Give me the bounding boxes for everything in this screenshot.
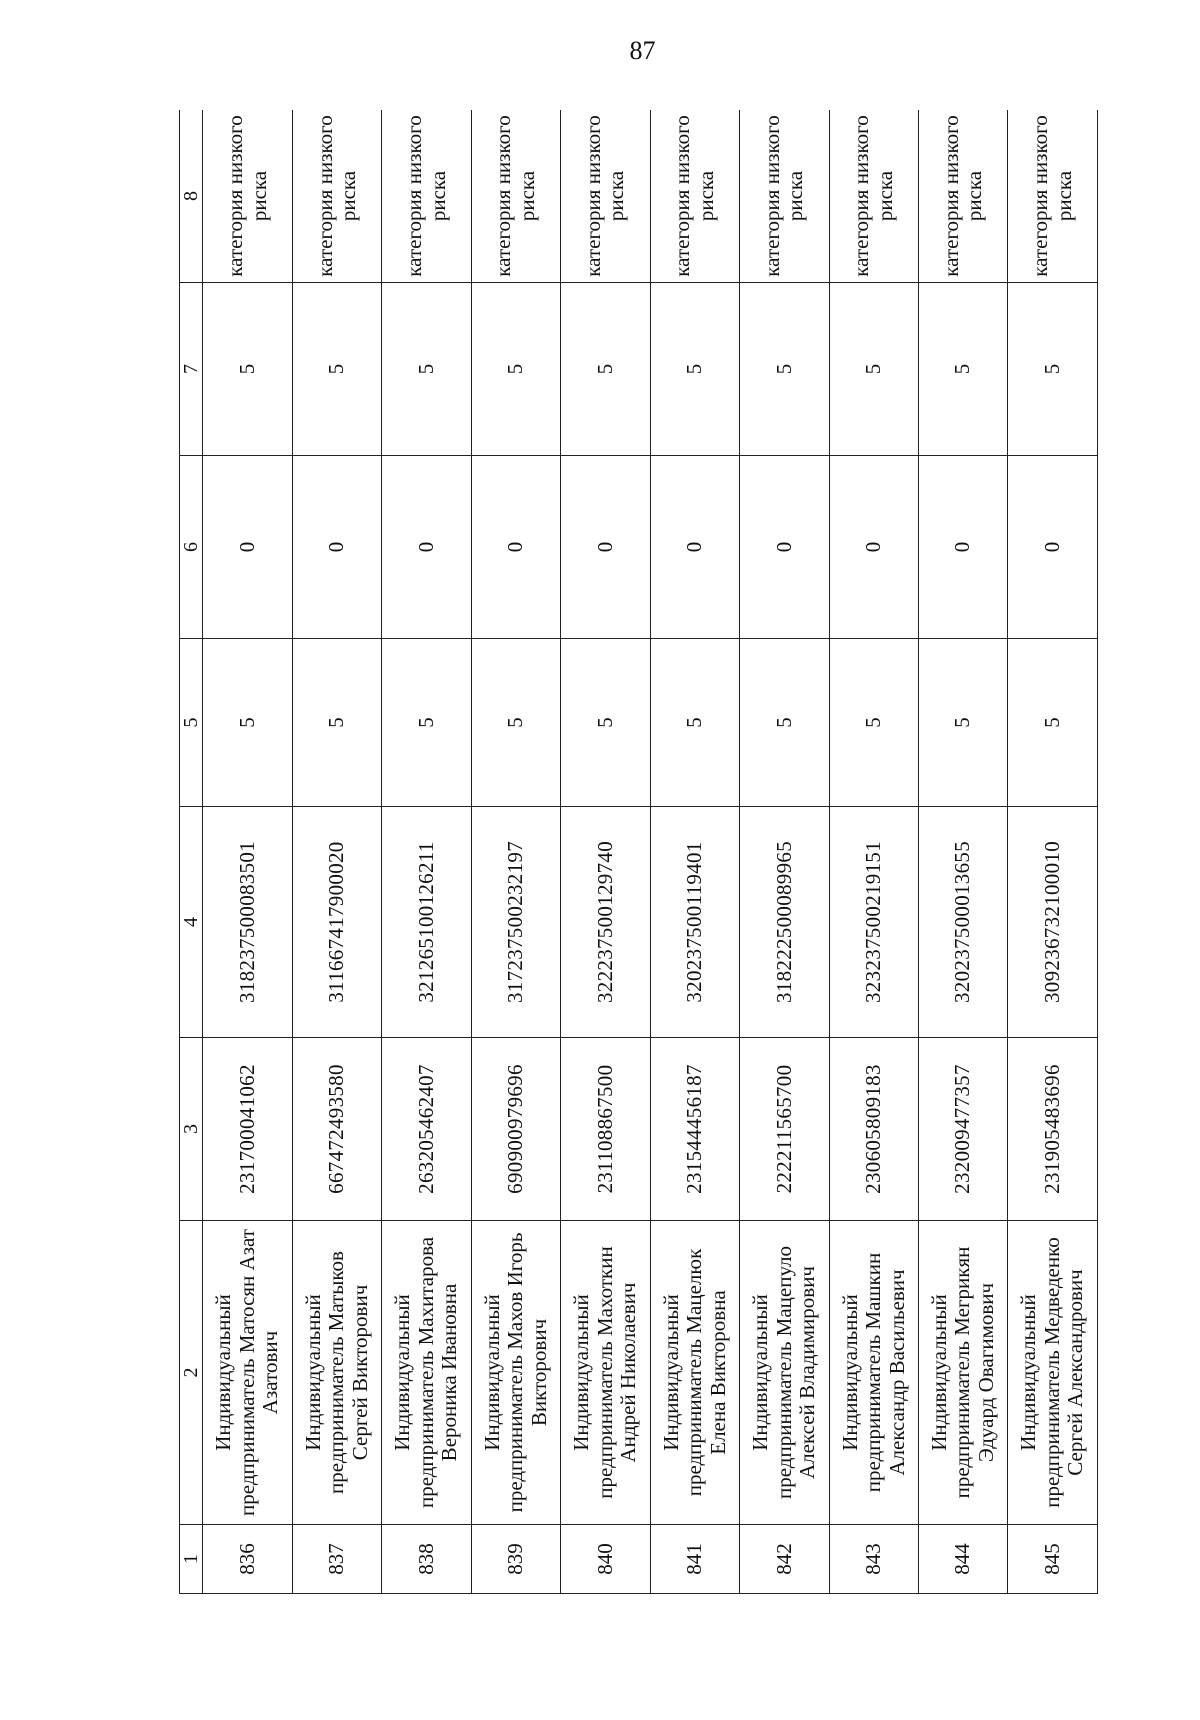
column-header: 4 xyxy=(180,807,203,1038)
column-7-value: 5 xyxy=(919,283,1008,456)
column-5-value: 5 xyxy=(740,639,829,807)
column-header: 8 xyxy=(180,110,203,283)
column-7-value: 5 xyxy=(1008,283,1098,456)
column-7-value: 5 xyxy=(561,283,650,456)
ogrn-cell: 320237500119401 xyxy=(650,807,739,1038)
column-5-value: 5 xyxy=(650,639,739,807)
column-5-value: 5 xyxy=(382,639,471,807)
column-6-value: 0 xyxy=(471,456,560,639)
rotated-table-frame xyxy=(179,110,1098,1594)
column-header: 1 xyxy=(180,1525,203,1594)
ogrn-cell: 318237500083501 xyxy=(203,807,292,1038)
row-number-cell: 840 xyxy=(561,1525,650,1594)
ogrn-cell: 322237500129740 xyxy=(561,807,650,1038)
column-header: 7 xyxy=(180,283,203,456)
column-6-value: 0 xyxy=(292,456,381,639)
row-number-cell: 842 xyxy=(740,1525,829,1594)
column-6-value: 0 xyxy=(650,456,739,639)
inn-cell: 263205462407 xyxy=(382,1038,471,1221)
row-number-cell: 845 xyxy=(1008,1525,1098,1594)
table-row xyxy=(919,110,1008,1594)
entrepreneur-name-cell: Индивидуальный предприниматель Машкин Александр Васильевич xyxy=(829,1221,918,1525)
row-number-cell: 837 xyxy=(292,1525,381,1594)
column-6-value: 0 xyxy=(203,456,292,639)
entrepreneur-name-cell: Индивидуальный предприниматель Матосян Азат Азатович xyxy=(203,1221,292,1525)
column-5-value: 5 xyxy=(919,639,1008,807)
risk-category-cell: категория низкого риска xyxy=(650,110,739,283)
risk-category-cell: категория низкого риска xyxy=(382,110,471,283)
column-6-value: 0 xyxy=(919,456,1008,639)
table-row xyxy=(561,110,650,1594)
risk-category-cell: категория низкого риска xyxy=(292,110,381,283)
risk-category-cell: категория низкого риска xyxy=(1008,110,1098,283)
inn-cell: 230605809183 xyxy=(829,1038,918,1221)
table-row xyxy=(382,110,471,1594)
column-7-value: 5 xyxy=(292,283,381,456)
column-7-value: 5 xyxy=(203,283,292,456)
column-5-value: 5 xyxy=(203,639,292,807)
risk-category-cell: категория низкого риска xyxy=(740,110,829,283)
column-7-value: 5 xyxy=(650,283,739,456)
column-7-value: 5 xyxy=(382,283,471,456)
inn-cell: 231700041062 xyxy=(203,1038,292,1221)
risk-category-cell: категория низкого риска xyxy=(919,110,1008,283)
inn-cell: 690900979696 xyxy=(471,1038,560,1221)
risk-category-cell: категория низкого риска xyxy=(561,110,650,283)
inn-cell: 232009477357 xyxy=(919,1038,1008,1221)
table-container xyxy=(179,110,1098,1594)
column-6-value: 0 xyxy=(740,456,829,639)
column-6-value: 0 xyxy=(382,456,471,639)
ogrn-cell: 317237500232197 xyxy=(471,807,560,1038)
table-row xyxy=(203,110,292,1594)
row-number-cell: 841 xyxy=(650,1525,739,1594)
column-6-value: 0 xyxy=(829,456,918,639)
row-number-cell: 838 xyxy=(382,1525,471,1594)
column-7-value: 5 xyxy=(829,283,918,456)
column-6-value: 0 xyxy=(1008,456,1098,639)
row-number-cell: 843 xyxy=(829,1525,918,1594)
entrepreneur-name-cell: Индивидуальный предприниматель Мацепуло Алексей Владимирович xyxy=(740,1221,829,1525)
page-number: 87 xyxy=(629,36,656,65)
column-5-value: 5 xyxy=(829,639,918,807)
table-row xyxy=(1008,110,1098,1594)
table-row xyxy=(829,110,918,1594)
ogrn-cell: 318222500089965 xyxy=(740,807,829,1038)
risk-category-cell: категория низкого риска xyxy=(829,110,918,283)
inn-cell: 231905483696 xyxy=(1008,1038,1098,1221)
header-row xyxy=(180,110,203,1594)
risk-category-cell: категория низкого риска xyxy=(203,110,292,283)
table-row xyxy=(292,110,381,1594)
ogrn-cell: 321265100126211 xyxy=(382,807,471,1038)
column-7-value: 5 xyxy=(471,283,560,456)
entrepreneur-name-cell: Индивидуальный предприниматель Махитарова Вероника Ивановна xyxy=(382,1221,471,1525)
row-number-cell: 839 xyxy=(471,1525,560,1594)
registry-table xyxy=(179,110,1098,1594)
ogrn-cell: 323237500219151 xyxy=(829,807,918,1038)
ogrn-cell: 309236732100010 xyxy=(1008,807,1098,1038)
table-row xyxy=(650,110,739,1594)
column-5-value: 5 xyxy=(1008,639,1098,807)
column-header: 5 xyxy=(180,639,203,807)
ogrn-cell: 320237500013655 xyxy=(919,807,1008,1038)
entrepreneur-name-cell: Индивидуальный предприниматель Медведенко Сергей Александрович xyxy=(1008,1221,1098,1525)
column-7-value: 5 xyxy=(740,283,829,456)
entrepreneur-name-cell: Индивидуальный предприниматель Мацелюк Елена Викторовна xyxy=(650,1221,739,1525)
inn-cell: 231544456187 xyxy=(650,1038,739,1221)
row-number-cell: 844 xyxy=(919,1525,1008,1594)
column-header: 6 xyxy=(180,456,203,639)
inn-cell: 231108867500 xyxy=(561,1038,650,1221)
column-5-value: 5 xyxy=(561,639,650,807)
ogrn-cell: 311667417900020 xyxy=(292,807,381,1038)
entrepreneur-name-cell: Индивидуальный предприниматель Мегрикян Эдуард Овагимович xyxy=(919,1221,1008,1525)
column-5-value: 5 xyxy=(292,639,381,807)
column-header: 2 xyxy=(180,1221,203,1525)
risk-category-cell: категория низкого риска xyxy=(471,110,560,283)
entrepreneur-name-cell: Индивидуальный предприниматель Махоткин Андрей Николаевич xyxy=(561,1221,650,1525)
table-body xyxy=(203,110,1098,1594)
inn-cell: 222211565700 xyxy=(740,1038,829,1221)
column-5-value: 5 xyxy=(471,639,560,807)
entrepreneur-name-cell: Индивидуальный предприниматель Матыков Сергей Викторович xyxy=(292,1221,381,1525)
entrepreneur-name-cell: Индивидуальный предприниматель Махов Игорь Викторович xyxy=(471,1221,560,1525)
row-number-cell: 836 xyxy=(203,1525,292,1594)
column-6-value: 0 xyxy=(561,456,650,639)
table-row xyxy=(471,110,560,1594)
table-row xyxy=(740,110,829,1594)
column-header: 3 xyxy=(180,1038,203,1221)
inn-cell: 667472493580 xyxy=(292,1038,381,1221)
